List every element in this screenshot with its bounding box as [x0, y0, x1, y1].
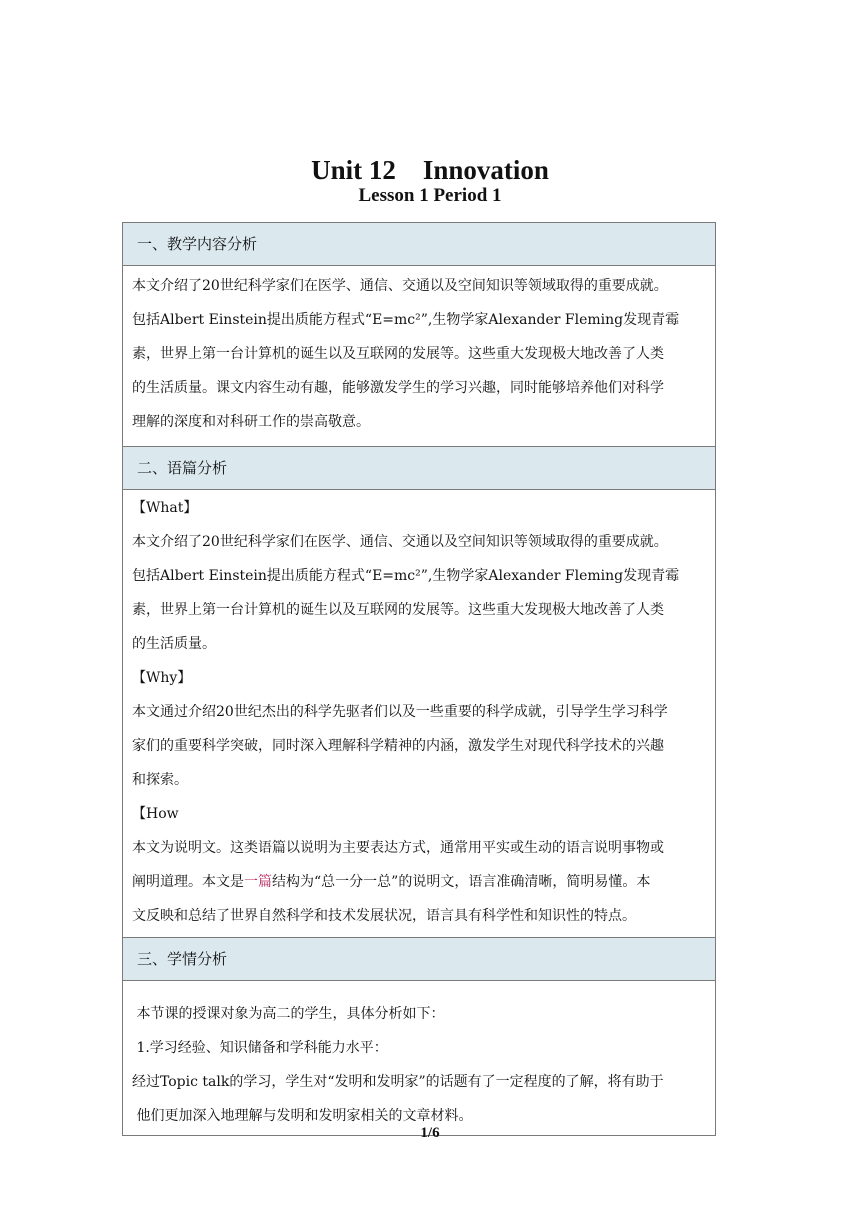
why-label: 【Why】 — [132, 670, 192, 686]
paragraph-line: 他们更加深入地理解与发明和发明家相关的文章材料。 — [132, 1108, 473, 1124]
paragraph-line: 本文通过介绍20世纪杰出的科学先驱者们以及一些重要的科学成就，引导学生学习科学 — [132, 704, 668, 720]
paragraph-line: 本文为说明文。这类语篇以说明为主要表达方式，通常用平实或生动的语言说明事物或 — [132, 840, 664, 856]
paragraph-line: 包括Albert Einstein提出质能方程式“E=mc²”,生物学家Alexander Fleming发现青霉 — [132, 568, 680, 584]
page-number: 1/6 — [420, 1125, 440, 1141]
paragraph-line: 1.学习经验、知识储备和学科能力水平： — [132, 1040, 388, 1056]
paragraph-line: 的生活质量。 — [132, 636, 216, 652]
document-subtitle: Lesson 1 Period 1 — [358, 185, 502, 206]
section-body-learner-analysis — [123, 981, 715, 1136]
section-heading-discourse-analysis: 二、语篇分析 — [123, 447, 715, 490]
section-body-content-analysis — [123, 266, 715, 447]
paragraph-line: 本节课的授课对象为高二的学生，具体分析如下： — [132, 1006, 445, 1022]
paragraph-line: 和探索。 — [132, 772, 188, 788]
section-body-discourse-analysis — [123, 490, 715, 938]
paragraph-line: 经过Topic talk的学习，学生对“发明和发明家”的话题有了一定程度的了解，将有助于 — [132, 1074, 664, 1090]
how-label: 【How — [132, 806, 179, 822]
what-label: 【What】 — [132, 500, 198, 516]
section-heading-content-analysis: 一、教学内容分析 — [123, 223, 715, 266]
paragraph-line: 素，世界上第一台计算机的诞生以及互联网的发展等。这些重大发现极大地改善了人类 — [132, 602, 664, 618]
paragraph-line: 包括Albert Einstein提出质能方程式“E=mc²”,生物学家Alexander Fleming发现青霉 — [132, 312, 680, 328]
paragraph-line: 素，世界上第一台计算机的诞生以及互联网的发展等。这些重大发现极大地改善了人类 — [132, 346, 664, 362]
paragraph-line: 本文介绍了20世纪科学家们在医学、通信、交通以及空间知识等领域取得的重要成就。 — [132, 278, 668, 294]
section-heading-learner-analysis: 三、学情分析 — [123, 938, 715, 981]
paragraph-line: 的生活质量。课文内容生动有趣，能够激发学生的学习兴趣，同时能够培养他们对科学 — [132, 380, 664, 396]
text-segment: 结构为“总一分一总”的说明文，语言准确清晰，简明易懂。本 — [272, 874, 651, 890]
paragraph-line: 文反映和总结了世界自然科学和技术发展状况，语言具有科学性和知识性的特点。 — [132, 908, 636, 924]
text-segment: 阐明道理。本文是 — [132, 874, 244, 890]
paragraph-line: 本文介绍了20世纪科学家们在医学、通信、交通以及空间知识等领域取得的重要成就。 — [132, 534, 668, 550]
paragraph-line: 家们的重要科学突破，同时深入理解科学精神的内涵，激发学生对现代科学技术的兴趣 — [132, 738, 664, 754]
analysis-table — [122, 222, 716, 1136]
document-title: Unit 12 Innovation — [311, 155, 549, 185]
paragraph-line — [132, 865, 707, 899]
highlighted-text: 一篇 — [244, 874, 272, 890]
paragraph-line: 理解的深度和对科研工作的崇高敬意。 — [132, 414, 370, 430]
